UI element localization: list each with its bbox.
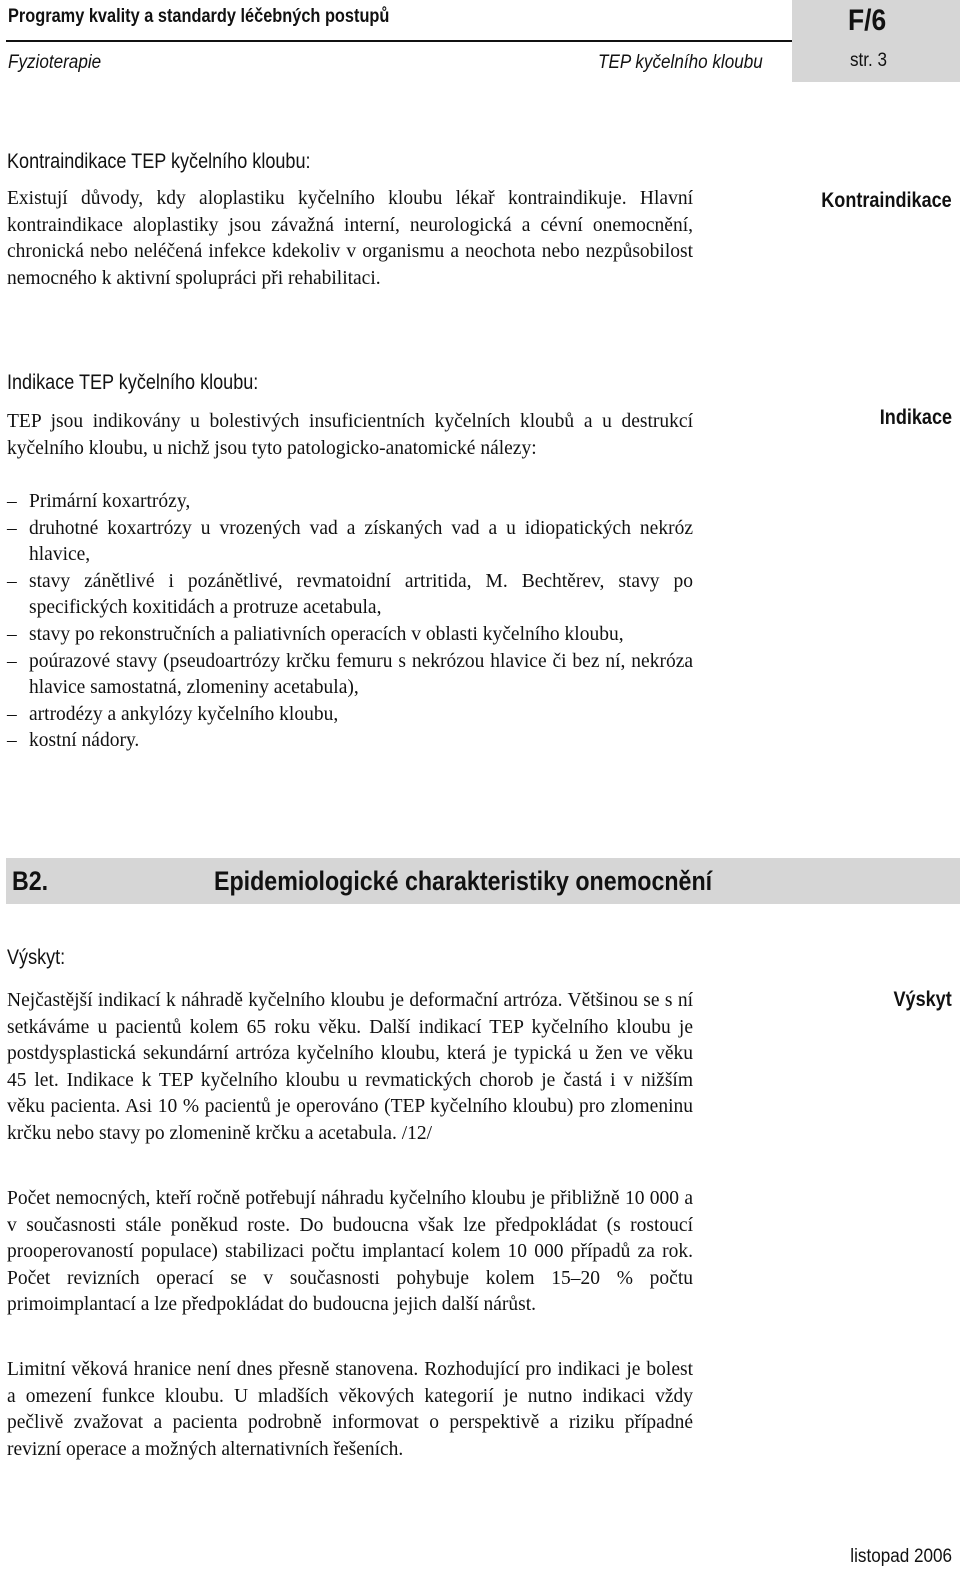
occurrence-paragraph-3: Limitní věková hranice není dnes přesně stanovena. Rozhodující pro indikaci je bolest a omezení funkce kloubu. U mladších věkových kategorií je nutno indikaci vždy pečlivě zvažovat a pacienta podrobně informovat o perspektivě a riziku případné revizní operace a možných alternativních řešeních. <box>7 1359 693 1460</box>
section-band <box>6 858 960 904</box>
occurrence-paragraph-1: Nejčastější indikací k náhradě kyčelního kloubu je deformační artróza. Většinou se s ní setkáváme u pacientů kolem 65 roku věku. Další indikací TEP kyčelního kloubu je postdysplastická sekundární artróza kyčelního kloubu, která je typická u žen ve věku 45 let. Indikace k TEP kyčelního kloubu u revmatických chorob je častá i v nižším věku pacienta. Asi 10 % pacientů je operováno (TEP kyčelního kloubu) pro zlomeninu krčku nebo stavy po zlomenině krčku a acetabula. /12/ <box>7 990 693 1144</box>
list-item: – druhotné koxartrózy u vrozených vad a získaných vad a u idiopatických nekróz hlavice, <box>7 517 693 566</box>
document-series-title: Programy kvality a standardy léčebných postupů <box>8 6 390 27</box>
indications-heading: Indikace TEP kyčelního kloubu: <box>7 371 259 394</box>
contraindications-paragraph: Existují důvody, kdy aloplastiku kyčelního kloubu lékař kontraindikuje. Hlavní kontraindikace aloplastiky jsou závažná interní, neurologická a cévní onemocnění, chronická nebo neléčená infekce kdekoliv v organismu a neochota nebo nezpůsobilost nemocného k aktivní spolupráci při rehabilitaci. <box>7 188 693 289</box>
list-item: – stavy po rekonstručních a paliativních operacích v oblasti kyčelního kloubu, <box>7 623 624 645</box>
list-item: – Primární koxartrózy, <box>7 491 191 512</box>
list-item: – artrodézy a ankylózy kyčelního kloubu, <box>7 703 339 725</box>
list-item: – poúrazové stavy (pseudoartrózy krčku femuru s nekrózou hlavice či bez ní, nekróza hlavice samostatná, zlomeniny acetabula), <box>7 650 693 699</box>
header-divider <box>6 40 792 42</box>
section-title: Epidemiologické charakteristiky onemocnění <box>214 866 713 896</box>
indications-list <box>7 489 693 755</box>
list-item: – stavy zánětlivé i pozánětlivé, revmatoidní artritida, M. Bechtěrev, stavy po specifických koxitidách a protruze acetabula, <box>7 570 693 619</box>
chapter-code: F/6 <box>848 4 887 37</box>
indications-margin-label: Indikace <box>879 406 952 429</box>
list-item: – kostní nádory. <box>7 730 140 752</box>
topic-name: TEP kyčelního kloubu <box>598 52 763 73</box>
footer-date: listopad 2006 <box>850 1546 952 1567</box>
page-number: str. 3 <box>850 50 888 71</box>
section-number: B2. <box>12 866 49 896</box>
page-id-box <box>792 0 960 82</box>
indications-intro: TEP jsou indikovány u bolestivých insuficientních kyčelních kloubů a u destrukcí kyčelního kloubu, u nichž jsou tyto patologicko-anatomické nálezy: <box>7 411 693 459</box>
section-name: Fyzioterapie <box>8 52 102 73</box>
occurrence-heading: Výskyt: <box>7 946 66 969</box>
contraindications-heading: Kontraindikace TEP kyčelního kloubu: <box>7 150 311 173</box>
contraindications-margin-label: Kontraindikace <box>821 189 952 212</box>
occurrence-margin-label: Výskyt <box>893 988 952 1011</box>
occurrence-paragraph-2: Počet nemocných, kteří ročně potřebují náhradu kyčelního kloubu je přibližně 10 000 a v současnosti stále poněkud roste. Do budoucna však lze předpokládat (s rostoucí prooperovaností populace) stabilizaci počtu implantací kolem 10 000 případů za rok. Počet revizních operací se v současnosti pohybuje kolem 15–20 % počtu primoimplantací a lze předpokládat do budoucna jejich další nárůst. <box>7 1188 693 1316</box>
